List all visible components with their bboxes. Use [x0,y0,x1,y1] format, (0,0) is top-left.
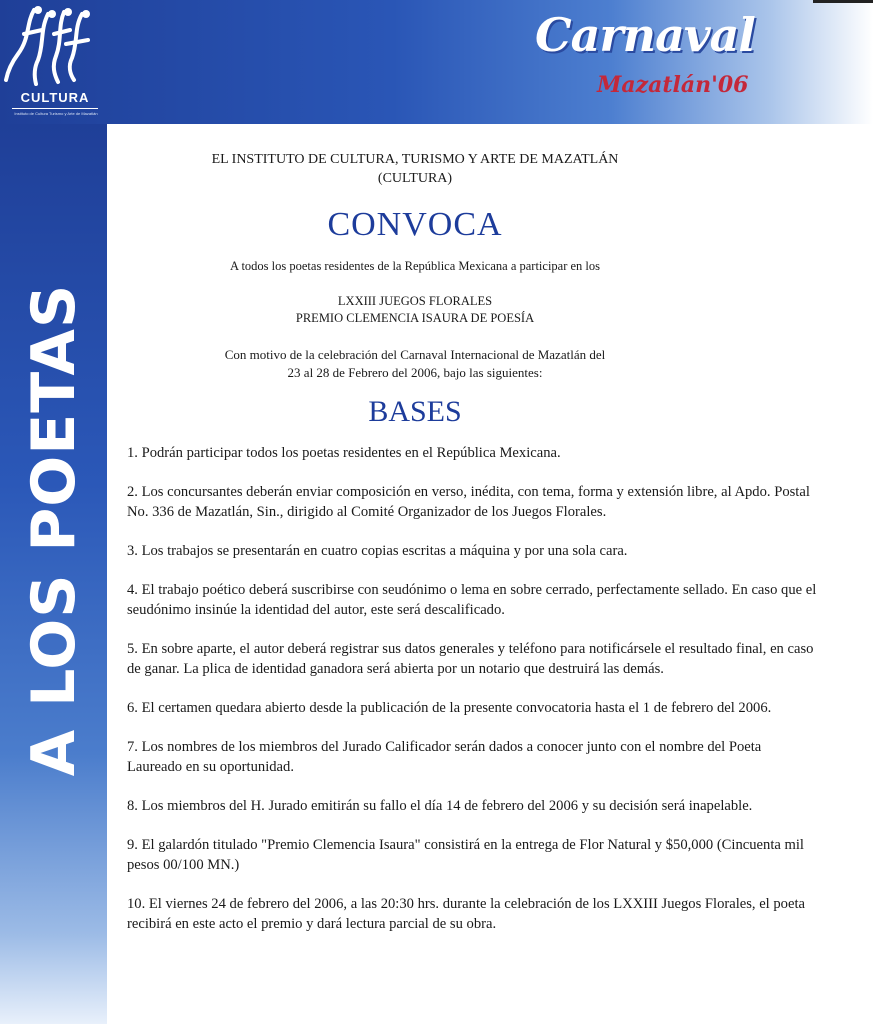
dancers-icon [4,4,100,88]
motivo-line-1: Con motivo de la celebración del Carnaval Internacional de Mazatlán del [224,347,606,362]
base-item-5: 5. En sobre aparte, el autor deberá registrar sus datos generales y teléfono para notificársele el resultado final, en caso de ganar. La plica de identidad ganadora será abierta por un notario que destruirá las demás. [127,641,814,677]
cultura-logo [4,4,100,120]
event-line-2: PREMIO CLEMENCIA ISAURA DE POESÍA [295,311,535,325]
base-item-2: 2. Los concursantes deberán enviar composición en verso, inédita, con tema, forma y extensión libre, al Apdo. Postal No. 336 de Mazatlán, Sin., dirigido al Comité Organizador de los Juegos Florales. [127,484,810,520]
organization-heading [107,150,723,188]
base-item-3: 3. Los trabajos se presentarán en cuatro copias escritas a máquina y por una sola cara. [127,543,628,559]
base-item-4: 4. El trabajo poético deberá suscribirse con seudónimo o lema en sobre cerrado, perfectamente sellado. En caso que el seudónimo insinúe la identidad del autor, este será descalificado. [127,582,817,618]
org-line-1: EL INSTITUTO DE CULTURA, TURISMO Y ARTE DE MAZATLÁN [211,152,619,167]
base-item-6: 6. El certamen quedara abierto desde la publicación de la presente convocatoria hasta el 1 de febrero del 2006. [127,700,772,716]
carnaval-logo [535,8,775,108]
logo-rule [12,108,98,109]
motivo-line-2: 23 al 28 de Febrero del 2006, bajo las siguientes: [287,365,543,380]
carnaval-title: Carnaval [535,8,755,62]
base-item-1: 1. Podrán participar todos los poetas residentes en el República Mexicana. [127,445,561,461]
logo-tagline: Instituto de Cultura Turismo y Arte de Mazatlán [14,111,98,116]
bases-list [127,443,817,953]
org-line-2: (CULTURA) [377,171,453,186]
side-title: A LOS POETAS [19,283,89,777]
base-item-8: 8. Los miembros del H. Jurado emitirán su fallo el día 14 de febrero del 2006 y su decisión será inapelable. [127,798,753,814]
base-item-10: 10. El viernes 24 de febrero del 2006, a las 20:30 hrs. durante la celebración de los LXXIII Juegos Florales, el poeta recibirá en este acto el premio y dará lectura parcial de su obra. [127,896,805,932]
event-line-1: LXXIII JUEGOS FLORALES [337,294,493,308]
base-item-9: 9. El galardón titulado "Premio Clemencia Isaura" consistirá en la entrega de Flor Natural y $50,000 (Cincuenta mil pesos 00/100 MN.) [127,837,804,873]
intro-text: A todos los poetas residentes de la República Mexicana a participar en los [229,259,601,273]
bases-heading: BASES [368,395,462,428]
carnaval-subtitle: Mazatlán'06 [597,72,749,98]
logo-wordmark: CULTURA [20,90,90,105]
base-item-7: 7. Los nombres de los miembros del Jurado Calificador serán dados a conocer junto con el nombre del Poeta Laureado en su oportunidad. [127,739,762,775]
motivo-text [107,346,723,382]
event-title [107,293,723,327]
corner-mark [813,0,873,3]
convoca-heading: CONVOCA [327,206,503,243]
